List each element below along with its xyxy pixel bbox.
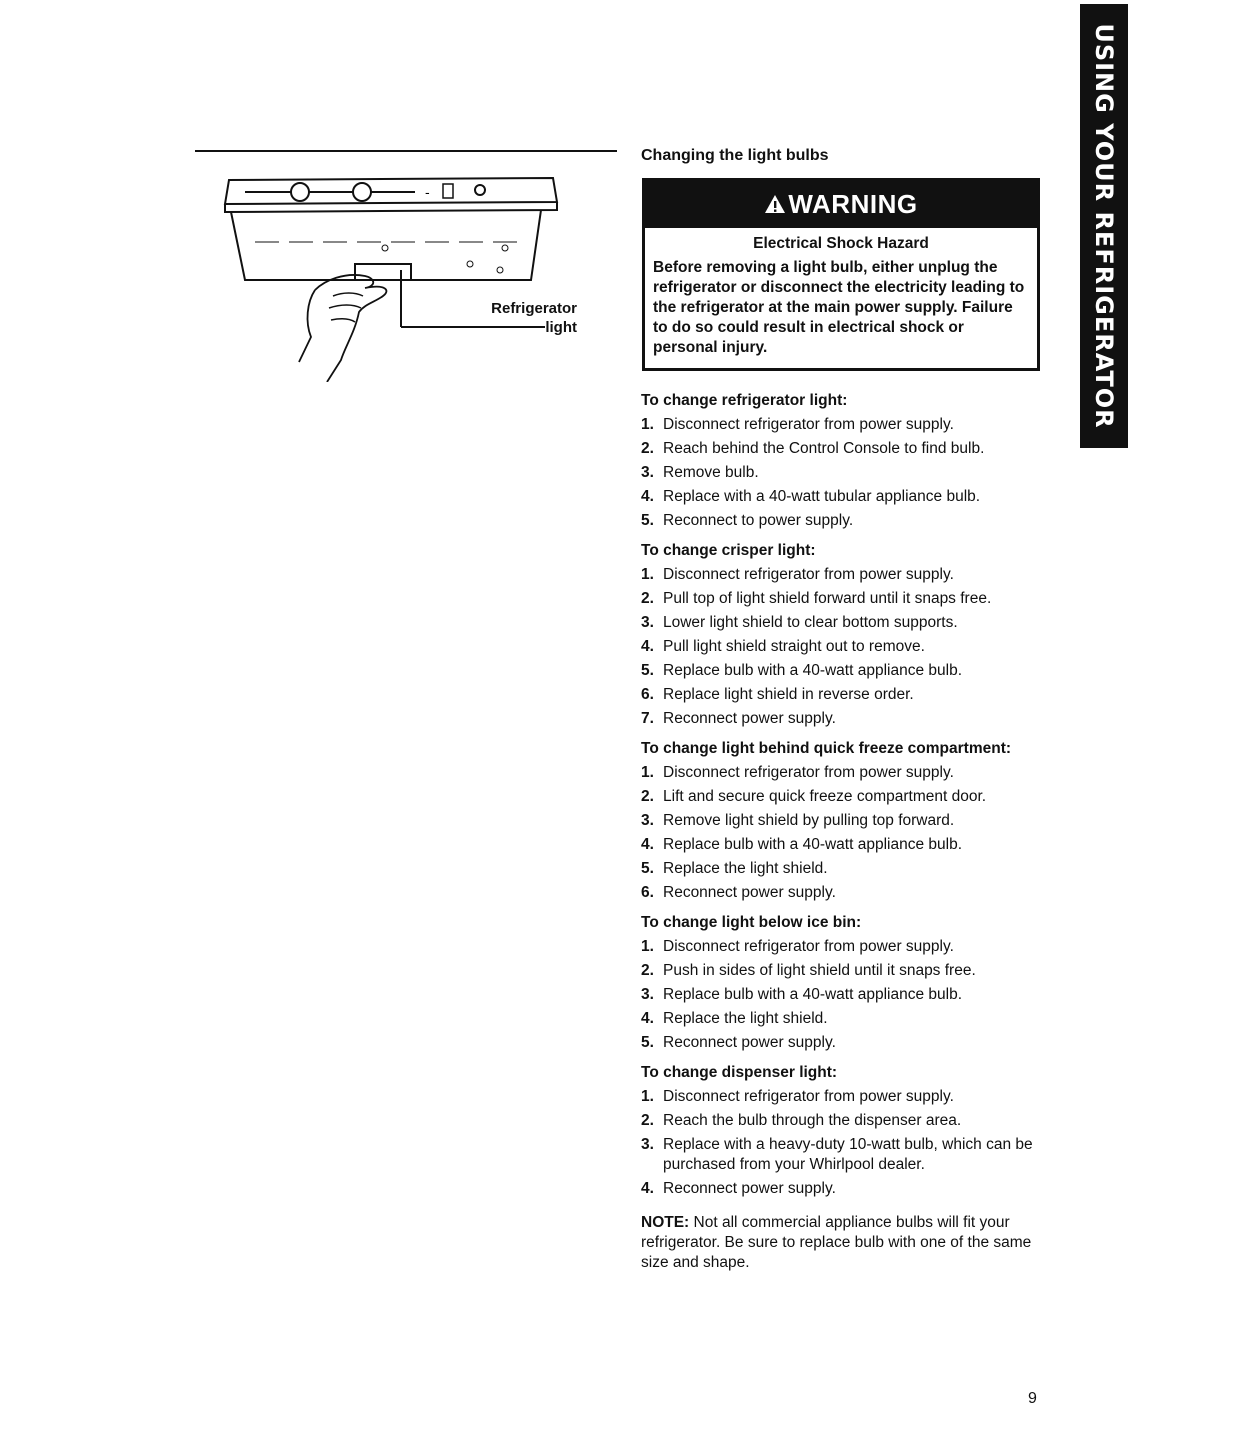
step-text: Disconnect refrigerator from power supply. — [663, 1088, 954, 1105]
step-item — [641, 1109, 1041, 1133]
step-number: 1. — [641, 1088, 654, 1105]
section-side-tab — [1080, 4, 1128, 448]
step-list — [641, 935, 1041, 1055]
step-text: Replace the light shield. — [663, 1010, 828, 1027]
step-text: Disconnect refrigerator from power supply. — [663, 938, 954, 955]
step-item — [641, 1085, 1041, 1109]
step-number: 3. — [641, 464, 654, 481]
step-text: Remove light shield by pulling top forward. — [663, 812, 955, 829]
warning-header — [645, 181, 1037, 228]
step-item — [641, 935, 1041, 959]
callout-light: light — [545, 319, 577, 336]
step-item — [641, 959, 1041, 983]
step-item — [641, 437, 1041, 461]
step-number: 5. — [641, 512, 654, 529]
step-number: 3. — [641, 812, 654, 829]
step-text: Reconnect power supply. — [663, 710, 836, 727]
svg-text:-: - — [425, 186, 430, 201]
step-number: 1. — [641, 764, 654, 781]
step-text: Replace the light shield. — [663, 860, 828, 877]
warning-triangle-icon — [764, 194, 786, 214]
step-number: 3. — [641, 1136, 654, 1153]
step-list — [641, 413, 1041, 533]
step-item — [641, 635, 1041, 659]
step-text: Reconnect power supply. — [663, 1034, 836, 1051]
step-number: 2. — [641, 788, 654, 805]
step-item — [641, 587, 1041, 611]
step-number: 2. — [641, 962, 654, 979]
step-text: Disconnect refrigerator from power supply. — [663, 566, 954, 583]
step-item — [641, 611, 1041, 635]
step-item — [641, 1007, 1041, 1031]
steps-sections — [641, 391, 1041, 1273]
step-text: Replace bulb with a 40-watt appliance bulb. — [663, 662, 962, 679]
step-number: 5. — [641, 1034, 654, 1051]
note-text: Not all commercial appliance bulbs will fit your refrigerator. Be sure to replace bulb with one of the same size and shape. — [641, 1214, 1032, 1271]
step-text: Replace light shield in reverse order. — [663, 686, 914, 703]
instructions-column — [641, 146, 1041, 1273]
step-text: Replace with a 40-watt tubular appliance bulb. — [663, 488, 981, 505]
step-number: 3. — [641, 986, 654, 1003]
step-item — [641, 857, 1041, 881]
warning-box — [642, 178, 1040, 371]
step-text: Reach the bulb through the dispenser area. — [663, 1112, 962, 1129]
top-rule — [195, 150, 617, 152]
step-list — [641, 563, 1041, 731]
step-number: 1. — [641, 416, 654, 433]
section-ice-bin-light — [641, 913, 1041, 1055]
warning-subtitle: Electrical Shock Hazard — [753, 235, 929, 252]
step-item — [641, 833, 1041, 857]
step-list — [641, 1085, 1041, 1201]
step-text: Replace bulb with a 40-watt appliance bulb. — [663, 986, 962, 1003]
step-item — [641, 413, 1041, 437]
note-label: NOTE: — [641, 1214, 690, 1231]
step-text: Reach behind the Control Console to find bulb. — [663, 440, 985, 457]
step-item — [641, 1031, 1041, 1055]
section-crisper-light — [641, 541, 1041, 731]
step-text: Replace with a heavy-duty 10-watt bulb, which can be purchased from your Whirlpool dealer. — [663, 1136, 1033, 1173]
step-text: Reconnect power supply. — [663, 1180, 836, 1197]
step-item — [641, 659, 1041, 683]
step-number: 4. — [641, 638, 654, 655]
step-text: Push in sides of light shield until it snaps free. — [663, 962, 976, 979]
step-number: 2. — [641, 440, 654, 457]
callout-refrigerator: Refrigerator — [491, 300, 577, 317]
section-dispenser-light — [641, 1063, 1041, 1201]
step-number: 5. — [641, 662, 654, 679]
section-title: To change light behind quick freeze compartment: — [641, 740, 1012, 757]
step-item — [641, 509, 1041, 533]
step-number: 4. — [641, 1010, 654, 1027]
step-number: 5. — [641, 860, 654, 877]
step-number: 3. — [641, 614, 654, 631]
step-text: Disconnect refrigerator from power supply. — [663, 416, 954, 433]
step-item — [641, 809, 1041, 833]
step-number: 2. — [641, 590, 654, 607]
step-item — [641, 461, 1041, 485]
page-title: Changing the light bulbs — [641, 147, 829, 164]
step-text: Reconnect power supply. — [663, 884, 836, 901]
refrigerator-light-illustration — [215, 172, 605, 382]
step-number: 1. — [641, 566, 654, 583]
step-number: 6. — [641, 884, 654, 901]
step-item — [641, 785, 1041, 809]
step-text: Disconnect refrigerator from power supply. — [663, 764, 954, 781]
warning-title: WARNING — [788, 189, 918, 219]
step-number: 6. — [641, 686, 654, 703]
page-number: 9 — [1028, 1390, 1037, 1407]
step-number: 1. — [641, 938, 654, 955]
step-text: Lift and secure quick freeze compartment door. — [663, 788, 987, 805]
warning-text: Before removing a light bulb, either unplug the refrigerator or disconnect the electricity leading to the refrigerator at the main power supply. Failure to do so could result in electrical shock or personal injury. — [653, 259, 1025, 356]
step-text: Remove bulb. — [663, 464, 759, 481]
step-item — [641, 1177, 1041, 1201]
step-number: 7. — [641, 710, 654, 727]
step-item — [641, 485, 1041, 509]
step-number: 4. — [641, 1180, 654, 1197]
section-title: To change dispenser light: — [641, 1064, 838, 1081]
step-text: Pull light shield straight out to remove. — [663, 638, 925, 655]
step-number: 4. — [641, 488, 654, 505]
note-paragraph — [641, 1213, 1041, 1273]
step-text: Pull top of light shield forward until it snaps free. — [663, 590, 992, 607]
warning-body — [645, 228, 1037, 368]
step-item — [641, 563, 1041, 587]
section-title: To change refrigerator light: — [641, 392, 848, 409]
step-item — [641, 683, 1041, 707]
step-item — [641, 761, 1041, 785]
step-item — [641, 707, 1041, 731]
step-text: Lower light shield to clear bottom supports. — [663, 614, 958, 631]
step-number: 4. — [641, 836, 654, 853]
step-item — [641, 983, 1041, 1007]
step-list — [641, 761, 1041, 905]
section-quick-freeze-light — [641, 739, 1041, 905]
section-title: To change crisper light: — [641, 542, 816, 559]
step-item — [641, 881, 1041, 905]
step-text: Reconnect to power supply. — [663, 512, 854, 529]
control-console-drawing — [215, 172, 605, 382]
side-tab-label: USING YOUR REFRIGERATOR — [1090, 23, 1118, 429]
step-item — [641, 1133, 1041, 1177]
section-title: To change light below ice bin: — [641, 914, 862, 931]
step-number: 2. — [641, 1112, 654, 1129]
step-text: Replace bulb with a 40-watt appliance bulb. — [663, 836, 962, 853]
section-refrigerator-light — [641, 391, 1041, 533]
